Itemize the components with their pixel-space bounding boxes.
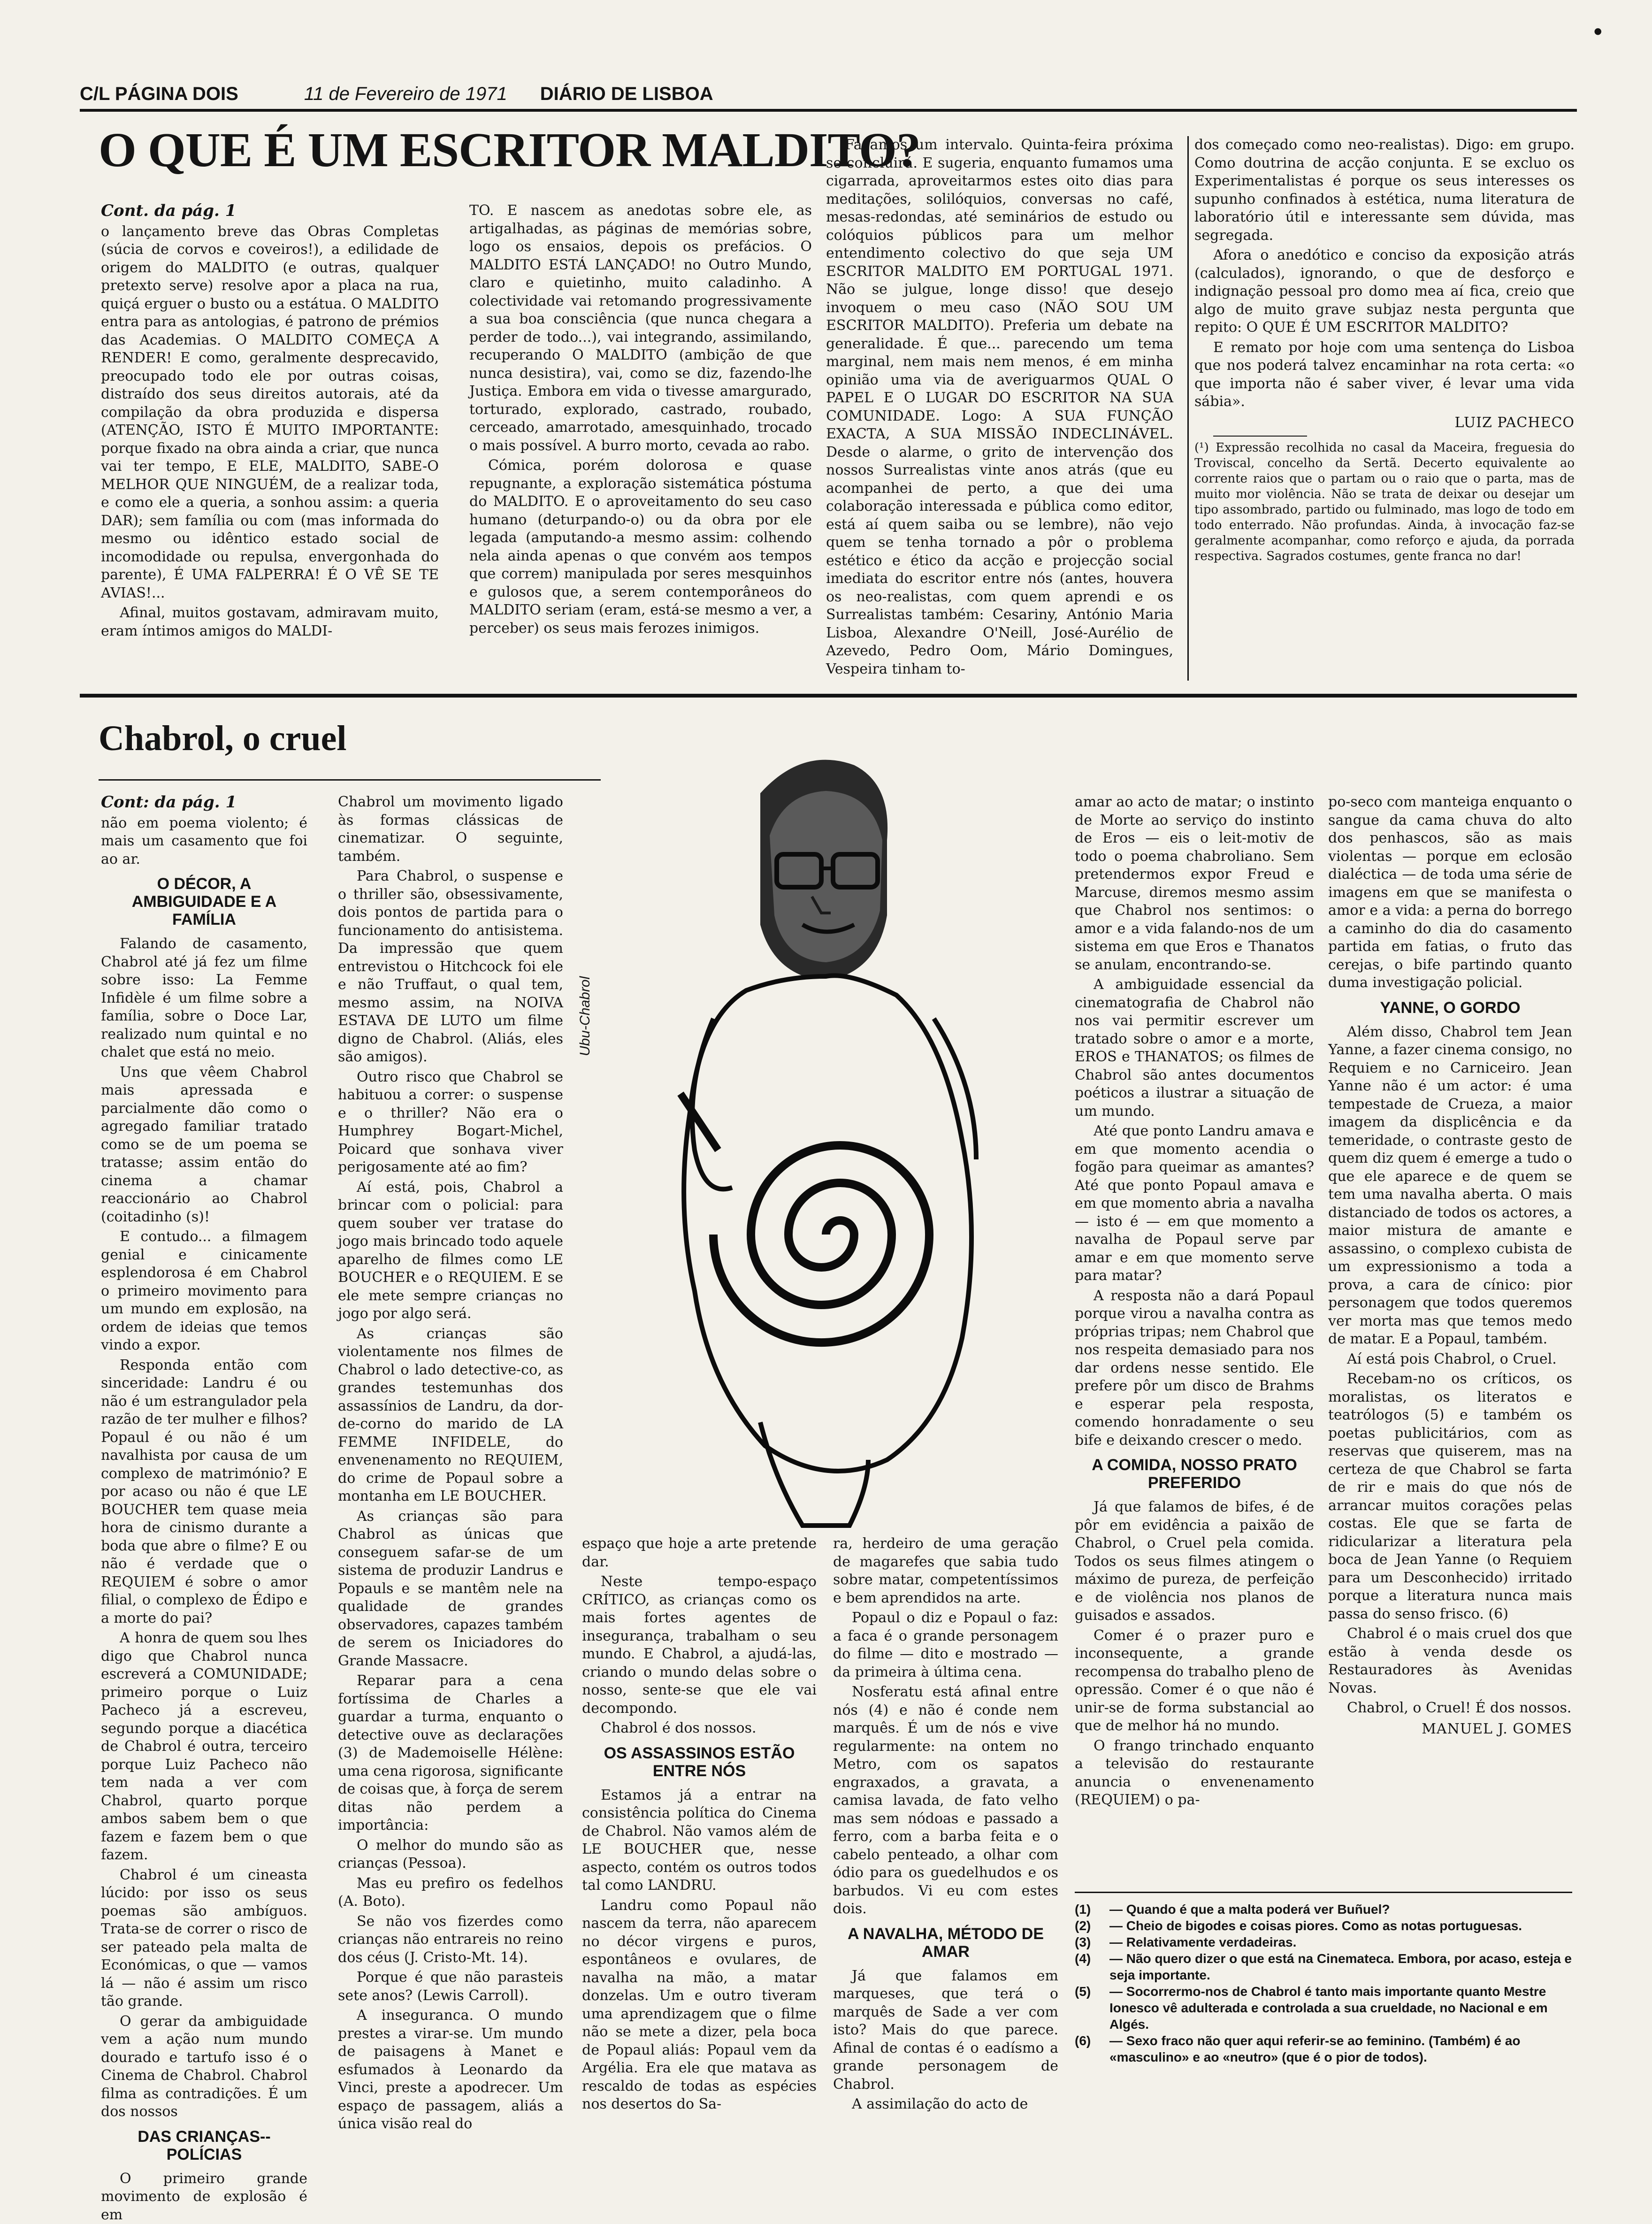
paragraph: Chabrol, o Cruel! É dos nossos.: [1328, 1699, 1572, 1718]
footnote-number: (5): [1075, 1983, 1103, 2032]
footnote-number: (6): [1075, 2032, 1103, 2065]
section-heading: YANNE, O GORDO: [1328, 999, 1572, 1017]
paragraph: Além disso, Chabrol tem Jean Yanne, a fazer cinema consigo, no Requiem e no Carniceiro. Jean Yanne não é um actor: é uma tempestade de Crueza, a maior imagem da displicência e da temeridade, o contraste gesto de quem diz quem é emerge a tudo o que ele aparece e de quem se tem uma navalha aberta. O mais distanciado de todos os actores, a maior mistura de amante e assassino, o complexo cubista de um expressionismo a toda a prova, a cara de cínico: pior personagem que todos queremos ver morta mas que temos medo de matar. E a Popaul, também.: [1328, 1023, 1572, 1349]
caricature-head: [760, 760, 887, 981]
paragraph: A ambiguidade essencial da cinematografia de Chabrol não nos vai permitir escrever um tratado sobre o amor e a morte, EROS e THANATOS; os filmes de Chabrol são antes documentos poéticos a ilustrar a situação de um mundo.: [1075, 976, 1314, 1120]
paragraph: Aí está pois Chabrol, o Cruel.: [1328, 1350, 1572, 1369]
issue-date: 11 de Fevereiro de 1971: [304, 84, 507, 105]
paragraph: Façamos um intervalo. Quinta-feira próxima se concluirá. E sugeria, enquanto fumamos uma cigarrada, aproveitarmos estes oito dias para meditações, solilóquios, conversas no café, mesas-redondas, até seminários de estudo ou colóquios públicos para um melhor entendimento colectivo do que seja UM ESCRITOR MALDITO EM PORTUGAL 1971. Não se julgue, longe disso! que desejo invoquem o meu caso (NÃO SOU UM ESCRITOR MALDITO). Preferia um debate na generalidade. É que... parecendo um tema marginal, nem mais nem menos, é em minha opinião uma via de averiguarmos QUAL O PAPEL E O LUGAR DO ESCRITOR NA SUA COMUNIDADE. Logo: A SUA FUNÇÃO EXACTA, A SUA MISSÃO INDECLINÁVEL. Desde o alarme, o grito de intervenção dos nossos Surrealistas vinte anos atrás (que eu acompanhei de perto, a que dei uma colaboração interessada e pública como editor, está aí quem saiba ou se lembre), não vejo quem se tenha tornado a pôr o problema estético e ético da acção e projecção social imediata do escritor entre nós (antes, houvera os neo-realistas, com quem aprendi e os Surrealistas também: Cesariny, António Maria Lisboa, Alexandre O'Neill, José-Aurélio de Azevedo, Pedro Oom, Mário Domingues, Vespeira tinham to-: [826, 136, 1173, 678]
paragraph: Chabrol é o mais cruel dos que estão à venda desde os Restauradores às Avenidas Novas.: [1328, 1625, 1572, 1697]
paragraph: TO. E nascem as anedotas sobre ele, as artigalhadas, as páginas de memórias sobre, logo os ensaios, depois os prefácios. O MALDITO ESTÁ LANÇADO! no Outro Mundo, claro e quietinho, muito caladinho. A colectividade vai retomando progressivamente a sua boa consciência (que nunca chegara a perder de todo...), vai integrando, assimilando, recuperando O MALDITO (ambição de que nunca desistira), vai, como se diz, fazendo-lhe Justiça. Embora em vida o tivesse amargurado, torturado, explorado, castrado, roubado, cerceado, amarrotado, amesquinhado, trocado o mais possível. A burro morto, cevada ao rabo.: [469, 202, 812, 455]
masthead: [80, 80, 643, 108]
paragraph: O gerar da ambiguidade vem a ação num mundo dourado e tartufo isso é o Cinema de Chabrol. Chabrol filma as contradições. É um dos nossos: [101, 2013, 307, 2121]
title-underline: [99, 779, 601, 781]
paragraph: o lançamento breve das Obras Completas (súcia de corvos e coveiros!), a edilidade de origem do MALDITO (e outras, qualquer pretexto serve) resolve apor a placa na rua, quiçá erguer o busto ou a estátua. O MALDITO entra para as antologias, é patrono de prémios das Academias. O MALDITO COMEÇA A RENDER! E como, geralmente desprecavido, preocupado todo ele por outras coisas, distraído dos seus direitos autorais, até da compilação da obra produzida e dispersa (ATENÇÃO, ISTO É MUITO IMPORTANTE: porque fixado na obra ainda a criar, que nunca vai ter tempo, E ELE, MALDITO, SABE-O MELHOR QUE NINGUÉM, de a realizar toda, e como ele a queria, a sonhou assim: a queria DAR); sem família ou com (mas informada do mesmo ou idêntico estado social de incomodidade ou repulsa, envergonhada do parente), É UMA FALPERRA! É O VÊ SE TE AVIAS!...: [101, 223, 439, 603]
paragraph: Já que falamos de bifes, é de pôr em evidência a paixão de Chabrol, o Cruel pela comida. Todos os seus filmes atingem o máximo de pureza, de perfeição e de violência nos planos de guisados e assados.: [1075, 1498, 1314, 1625]
paragraph: Neste tempo-espaço CRÍTICO, as crianças como os mais fortes agentes de insegurança, trabalham o seu mundo. E Chabrol, a ajudá-las, criando o mundo delas sobre o nosso, sente-se que ele vai decompondo.: [582, 1573, 817, 1718]
paragraph: E remato por hoje com uma sentença do Lisboa que nos poderá talvez encaminhar na rota certa: «o que importa não é saber viver, é levar uma vida sábia».: [1194, 339, 1575, 411]
paragraph: Chabrol é dos nossos.: [582, 1719, 817, 1738]
paragraph: E contudo... a filmagem genial e cinicamente esplendorosa é em Chabrol o primeiro movimento para um mundo em explosão, na ordem de ideias que temos vindo a expor.: [101, 1228, 307, 1355]
article1-column-2: [469, 202, 812, 685]
article1-column-3: [826, 136, 1173, 685]
footnote: (¹) Expressão recolhida no casal da Maceira, freguesia do Troviscal, concelho da Sertã. Decerto equivalente ao corrente raios que o partam ou o raio que o parta, mas de muito mor violência. Não se trata de deixar ou desejar um tipo assombrado, partido ou fulminado, mas logo de todo em todo enterrado. Não profundas. Ainda, à invocação faz-se geralmente acompanhar, como reforço e ajuda, da porrada respectiva. Sagrados costumes, gente franca no dar!: [1194, 440, 1575, 564]
paragraph: Responda então com sinceridade: Landru é ou não é um estrangulador pela razão de ter mulher e filhos? Popaul é ou não é um navalhista por causa de um complexo de matrimónio? E por acaso ou não é que LE BOUCHER tem quase meia hora de cinismo durante a boda que abre o filme? E ou não é verdade que o REQUIEM é sobre o amor filial, o complexo de Édipo e a morte do pai?: [101, 1357, 307, 1628]
article1-column-4: [1194, 136, 1575, 685]
article1-column-1: [101, 202, 439, 685]
header-rule: [80, 109, 1577, 112]
paragraph: Uns que vêem Chabrol mais apressada e parcialmente dão como o agregado familiar tratado como se de um poema se tratasse; assim então do cinema a chamar reaccionário ao Chabrol (coitadinho (s)!: [101, 1064, 307, 1227]
paragraph: O primeiro grande movimento de explosão é em: [101, 2170, 307, 2224]
footnote-text: — Não quero dizer o que está na Cinemateca. Embora, por acaso, esteja e seja importante.: [1109, 1950, 1572, 1983]
section-heading: A NAVALHA, MÉTODO DE AMAR: [833, 1925, 1058, 1961]
paragraph: O melhor do mundo são as crianças (Pessoa).: [338, 1837, 563, 1873]
footnote: [1075, 1934, 1572, 1950]
article2-title: Chabrol, o cruel: [99, 718, 346, 759]
newspaper-name: DIÁRIO DE LISBOA: [540, 84, 713, 105]
article2-column-4: [833, 1535, 1058, 2183]
ubu-chabrol-illustration: [605, 728, 1047, 1535]
paragraph: A resposta não a dará Popaul porque virou a navalha contra as próprias tripas; nem Chabrol que nos respeita demasiado para nos dar ordens nesse sentido. Ele prefere pôr um disco de Brahms e esperar pela resposta, comendo honradamente o seu bife e deixando crescer o medo.: [1075, 1287, 1314, 1450]
footnote-text: — Quando é que a malta poderá ver Buñuel?: [1109, 1901, 1390, 1917]
paragraph: Afinal, muitos gostavam, admiravam muito, eram íntimos amigos do MALDI-: [101, 604, 439, 640]
paragraph: amar ao acto de matar; o instinto de Morte ao serviço do instinto de Eros — eis o leit-motiv de todo o poema chabroliano. Sem pretendermos expor Freud e Marcuse, diremos mesmo assim que Chabrol nos sentimos: o amor e a vida falando-nos de um sistema em que Eros e Thanatos se anulam, encontrando-se.: [1075, 793, 1314, 974]
footnote: [1075, 1950, 1572, 1983]
article-divider-vertical: [1187, 136, 1189, 681]
paragraph: Para Chabrol, o suspense e o thriller são, obsessivamente, dois pontos de partida para o funcionamento do antisistema. Da impressão que quem entrevistou o Hitchcock foi ele e não Truffaut, o qual tem, mesmo assim, na NOIVA ESTAVA DE LUTO um filme digno de Chabrol. (Aliás, eles são amigos).: [338, 867, 563, 1066]
footnote: [1075, 1983, 1572, 2032]
section-label: C/L PÁGINA DOIS: [80, 84, 238, 105]
footnote-number: (1): [1075, 1901, 1103, 1917]
footnote-number: (3): [1075, 1934, 1103, 1950]
footnote: [1075, 2032, 1572, 2065]
paragraph: Nosferatu está afinal entre nós (4) e não é conde nem marquês. É um de nós e vive regularmente: na ontem no Metro, com os sapatos engraxados, a gravata, a camisa lavada, de fato velho mas sem nódoas e passado a ferro, com a barba feita e o cabelo penteado, a olhar com ódio para os guedelhudos e os barbudos. Vi eu com estes dois.: [833, 1683, 1058, 1918]
paragraph: A inseguranca. O mundo prestes a virar-se. Um mundo de paisagens à Manet e esfumados à Leonardo da Vinci, preste a apodrecer. Um espaço de passagem, aliás a única visão real do: [338, 2007, 563, 2133]
caricature-body: [681, 975, 976, 1526]
paragraph: dos começado como neo-realistas). Digo: em grupo. Como doutrina de acção conjunta. E se excluo os Experimentalistas é porque os seus interesses os supunho confinados à estética, numa literatura de laboratório útil e interessante sem dúvida, mas segregada.: [1194, 136, 1575, 245]
paragraph: Recebam-no os críticos, os moralistas, os literatos e teatrólogos (5) e também os poetas publicitários, com as reservas que quiserem, mas na certeza de que Chabrol se farta de rir e mais do que nós de arrancar muitos corações pelas costas. Ele que se farta de ridicularizar a literatura pela boca de Jean Yanne (o Requiem para um Desconhecido) irritado porque a literatura nunca mais passa do senso frisco. (6): [1328, 1370, 1572, 1623]
paragraph: Afora o anedótico e conciso da exposição atrás (calculados), ignorando, o que de desforço e indignação pessoal pro domo mea aí fica, creio que algo de muito grave subjaz nesta pergunta que repito: O QUE É UM ESCRITOR MALDITO?: [1194, 246, 1575, 337]
author-signature: LUIZ PACHECO: [1194, 414, 1575, 432]
article2-column-5: [1075, 793, 1314, 1892]
paragraph: Popaul o diz e Popaul o faz: a faca é o grande personagem do filme — dito e mostrado — da primeira à última cena.: [833, 1609, 1058, 1681]
paragraph: espaço que hoje a arte pretende dar.: [582, 1535, 817, 1571]
article2-footnotes: [1075, 1901, 1572, 2065]
paragraph: Landru como Popaul não nascem da terra, não aparecem no décor virgens e puros, espontâneos e ovulares, de navalha na mão, a matar donzelas. Um e outro tiveram uma aprendizagem que o filme não se mete a dizer, pela boca de Popaul aliás: Popaul vem da Argélia. Era ele que matava as rescaldo de todas as espécies nos desertos do Sa-: [582, 1897, 817, 2114]
footnote: [1075, 1917, 1572, 1934]
footnote-text: — Cheio de bigodes e coisas piores. Como as notas portuguesas.: [1109, 1917, 1522, 1934]
article-title: O QUE É UM ESCRITOR MALDITO?: [99, 122, 896, 178]
author-signature: MANUEL J. GOMES: [1328, 1720, 1572, 1739]
footnote-text: — Socorrermo-nos de Chabrol é tanto mais importante quanto Mestre Ionesco vê adulterada e controlada a sua crueldade, no Nacional e em Algés.: [1109, 1983, 1572, 2032]
footnote-text: — Relativamente verdadeiras.: [1109, 1934, 1296, 1950]
footnote-number: (4): [1075, 1950, 1103, 1983]
article2-column-6: [1328, 793, 1572, 1892]
paragraph: O frango trinchado enquanto a televisão do restaurante anuncia o envenenamento (REQUIEM) o pa-: [1075, 1737, 1314, 1810]
section-heading: O DÉCOR, A AMBIGUIDADE E A FAMÍLIA: [101, 875, 307, 928]
paragraph: As crianças são violentamente nos filmes de Chabrol o lado detective-co, as grandes testemunhas dos assassínios de Landru, da dor-de-corno do marido de LA FEMME INFIDELE, do envenenamento no REQUIEM, do crime de Popaul sobre a montanha em LE BOUCHER.: [338, 1325, 563, 1506]
paragraph: Outro risco que Chabrol se habituou a correr: o suspense e o thriller? Não era o Humphrey Bogart-Michel, Poicard que sonhava viver perigosamente até ao fim?: [338, 1068, 563, 1177]
paragraph: Mas eu prefiro os fedelhos (A. Boto).: [338, 1875, 563, 1911]
footnote-number: (2): [1075, 1917, 1103, 1934]
paragraph: Chabrol é um cineasta lúcido: por isso os seus poemas são ambíguos. Trata-se de correr o risco de ser pateado pela malta de Económicas, o que — vamos lá — não é assim um risco tão grande.: [101, 1866, 307, 2011]
paragraph: A honra de quem sou lhes digo que Chabrol nunca escreverá a COMUNIDADE; primeiro porque o Luiz Pacheco já a escreveu, segundo porque a diacética de Chabrol é outra, terceiro porque Luiz Pacheco não tem nada a ver com Chabrol, quarto porque ambos sabem bem o que fazem e fazem bem o que fazem.: [101, 1629, 307, 1864]
section-heading: OS ASSASSINOS ESTÃO ENTRE NÓS: [582, 1744, 817, 1780]
section-separator: [80, 694, 1577, 698]
illustration-caption: Ubu-Chabrol: [577, 920, 605, 1061]
footnote-text: — Sexo fraco não quer aqui referir-se ao feminino. (Também) é ao «masculino» e ao «neutro» (que é o pior de todos).: [1109, 2032, 1572, 2065]
paragraph: po-seco com manteiga enquanto o sangue da cama chuva do alto dos penhascos, são as mais violentas — porque em eclosão dialéctica — de toda uma série de imagens em que se manifesta o amor e a vida: a perna do borrego a caminho do dia do casamento partida em fatias, o fruto das cerejas, o bife partindo quanto duma investigação policial.: [1328, 793, 1572, 992]
paragraph: Cómica, porém dolorosa e quase repugnante, a exploração sistemática póstuma do MALDITO. E o aproveitamento do seu caso humano (deturpando-o) ou da obra por ele legada (amputando-a mesmo assim: colhendo nela ainda apenas o que convém aos tempos que correm) manipulada por seres mesquinhos e gulosos que, a serem contemporâneos do MALDITO seriam (eram, está-se mesmo a ver, a perceber) os seus mais ferozes inimigos.: [469, 457, 812, 637]
paragraph: não em poema violento; é mais um casamento que foi ao ar.: [101, 814, 307, 869]
paragraph: Estamos já a entrar na consistência política do Cinema de Chabrol. Não vamos além de LE BOUCHER que, nesse aspecto, contém os outros todos tal como LANDRU.: [582, 1787, 817, 1895]
paragraph: ra, herdeiro de uma geração de magarefes que sabia tudo sobre matar, competentíssimos e bem aprendidos na arte.: [833, 1535, 1058, 1607]
article2-column-2: [338, 793, 563, 2183]
footnotes-rule: [1075, 1892, 1572, 1893]
corner-mark: •: [1591, 19, 1605, 46]
paragraph: Porque é que não parasteis sete anos? (Lewis Carroll).: [338, 1969, 563, 2005]
continuation-note: Cont. da pág. 1: [101, 202, 439, 220]
paragraph: Chabrol um movimento ligado às formas clássicas de cinematizar. O seguinte, também.: [338, 793, 563, 866]
continuation-note: Cont: da pág. 1: [101, 793, 307, 812]
footnote: [1075, 1901, 1572, 1917]
paragraph: A assimilação do acto de: [833, 2095, 1058, 2114]
paragraph: Comer é o prazer puro e inconsequente, a grande recompensa do trabalho pleno de opressão. Comer é o que não é unir-se de forma substancial ao que de melhor há no mundo.: [1075, 1627, 1314, 1735]
article2-column-3: [582, 1535, 817, 2183]
section-heading: A COMIDA, NOSSO PRATO PREFERIDO: [1075, 1456, 1314, 1492]
footnote-rule: [1213, 436, 1307, 437]
paragraph: As crianças são para Chabrol as únicas que conseguem safar-se de um sistema de produzir Landrus e Popauls e se mantêm nele na qualidade de grandes observadores, capazes também de serem os Iniciadores do Grande Massacre.: [338, 1508, 563, 1671]
paragraph: Já que falamos em marqueses, que terá o marquês de Sade a ver com isto? Mais do que parece. Afinal de contas é o eadísmo a grande personagem de Chabrol.: [833, 1967, 1058, 2094]
paragraph: Até que ponto Landru amava e em que momento acendia o fogão para queimar as amantes? Até que ponto Popaul amava e em que momento abria a navalha — isto é — em que momento a navalha de Popaul serve par amar e em que momento serve para matar?: [1075, 1122, 1314, 1285]
paragraph: Reparar para a cena fortíssima de Charles a guardar a turma, enquanto o detective ouve as declarações (3) de Mademoiselle Hélène: uma cena rigorosa, significante de coisas que, à força de serem ditas não perdem a importância:: [338, 1672, 563, 1835]
paragraph: Se não vos fizerdes como crianças não entrareis no reino dos céus (J. Cristo-Mt. 14).: [338, 1913, 563, 1967]
section-heading: DAS CRIANÇAS--POLÍCIAS: [101, 2128, 307, 2163]
article2-column-1: [101, 793, 307, 2183]
paragraph: Falando de casamento, Chabrol até já fez um filme sobre isso: La Femme Infidèle é um filme sobre a família, sobre o Doce Lar, realizado num quintal e no chalet que está no meio.: [101, 935, 307, 1062]
paragraph: Aí está, pois, Chabrol a brincar com o policial: para quem souber ver tratase do jogo mais brincado todo aquele aparelho de filmes como LE BOUCHER e o REQUIEM. E se ele mete sempre crianças no jogo por algo será.: [338, 1179, 563, 1323]
